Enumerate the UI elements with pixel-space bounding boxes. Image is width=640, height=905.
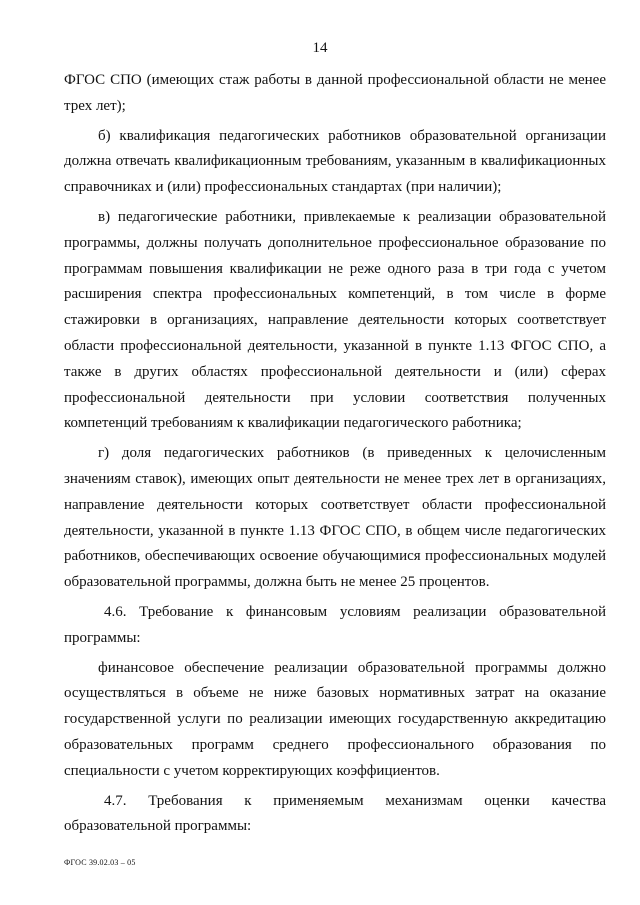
footer-code: ФГОС 39.02.03 – 05 xyxy=(64,858,136,867)
page-number: 14 xyxy=(312,40,328,56)
section-4-7-heading: 4.7. Требования к применяемым механизмам оценки качества образовательной программы: xyxy=(64,792,606,835)
paragraph-g: г) доля педагогических работников (в приведенных к целочисленным значениям ставок), имеющих опыт деятельности не менее трех лет в организациях, направление деятельности которых соответствует области профессиональной деятельности, указанной в пункте 1.13 ФГОС СПО, в общем числе педагогических работников, обеспечивающих освоение обучающимися профессиональных модулей образовательной программы, должна быть не менее 25 процентов. xyxy=(64,445,606,591)
paragraph-continuation: ФГОС СПО (имеющих стаж работы в данной профессиональной области не менее трех лет); xyxy=(64,72,606,114)
document-body xyxy=(64,68,606,844)
section-4-6-heading: 4.6. Требование к финансовым условиям реализации образовательной программы: xyxy=(64,603,606,646)
paragraph-financial: финансовое обеспечение реализации образовательной программы должно осуществляться в объеме не ниже базовых нормативных затрат на оказание государственной услуги по реализации имеющих государственную аккредитацию образовательных программ среднего профессионального образования по специальности с учетом корректирующих коэффициентов. xyxy=(64,659,606,779)
paragraph-v: в) педагогические работники, привлекаемые к реализации образовательной программы, должны получать дополнительное профессиональное образование по программам повышения квалификации не реже одного раза в три года с учетом расширения спектра профессиональных компетенций, в том числе в форме стажировки в организациях, направление деятельности которых соответствует области профессиональной деятельности, указанной в пункте 1.13 ФГОС СПО, а также в других областях профессиональной деятельности и (или) сферах профессиональной деятельности при условии соответствия полученных компетенций требованиям к квалификации педагогического работника; xyxy=(64,208,606,432)
paragraph-b: б) квалификация педагогических работников образовательной организации должна отвечать квалификационным требованиям, указанным в квалификационных справочниках и (или) профессиональных стандартах (при наличии); xyxy=(64,127,606,196)
